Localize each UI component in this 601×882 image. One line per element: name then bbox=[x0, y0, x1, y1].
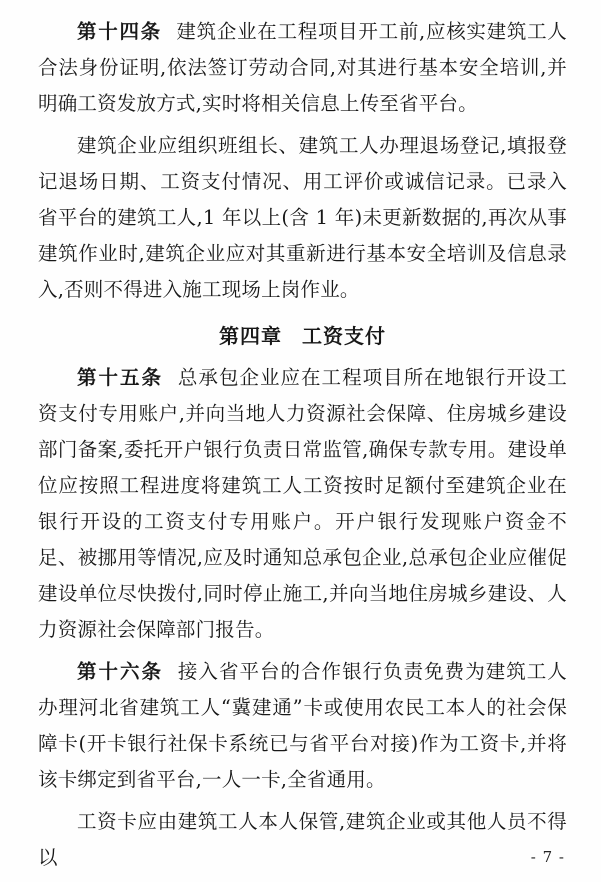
chapter-heading bbox=[38, 316, 567, 356]
article-paragraph-14 bbox=[38, 14, 567, 122]
chapter-title: 工资支付 bbox=[302, 324, 386, 348]
page-number: - 7 - bbox=[530, 848, 565, 866]
body-paragraph-1: 建筑企业应组织班组长、建筑工人办理退场登记,填报登记退场日期、工资支付情况、用工评价或诚信记录。已录入省平台的建筑工人,1 年以上(含 1 年)未更新数据的,再次从事建筑作业时,建筑企业应对其重新进行基本安全培训及信息录入,否则不得进入施工现场上岗作业。 bbox=[38, 134, 567, 301]
chapter-number: 第四章 bbox=[219, 324, 282, 348]
body-paragraph-2: 工资卡应由建筑工人本人保管,建筑企业或其他人员不得以 bbox=[38, 810, 567, 869]
article-number-14: 第十四条 bbox=[77, 20, 162, 43]
article-number-16: 第十六条 bbox=[77, 660, 164, 683]
article-text-16: 接入省平台的合作银行负责免费为建筑工人办理河北省建筑工人“冀建通”卡或使用农民工本人的社会保障卡(开卡银行社保卡系统已与省平台对接)作为工资卡,并将该卡绑定到省平台,一人一卡,全省通用。 bbox=[38, 660, 567, 791]
article-number-15: 第十五条 bbox=[77, 366, 164, 389]
article-paragraph-15 bbox=[38, 360, 567, 648]
article-paragraph-16 bbox=[38, 654, 567, 798]
article-text-14: 建筑企业在工程项目开工前,应核实建筑工人合法身份证明,依法签订劳动合同,对其进行基本安全培训,并明确工资发放方式,实时将相关信息上传至省平台。 bbox=[38, 20, 567, 115]
article-text-15: 总承包企业应在工程项目所在地银行开设工资支付专用账户,并向当地人力资源社会保障、住房城乡建设部门备案,委托开户银行负责日常监管,确保专款专用。建设单位应按照工程进度将建筑工人工资按时足额付至建筑企业在银行开设的工资支付专用账户。开户银行发现账户资金不足、被挪用等情况,应及时通知总承包企业,总承包企业应催促建设单位尽快拨付,同时停止施工,并向当地住房城乡建设、人力资源社会保障部门报告。 bbox=[38, 366, 567, 641]
